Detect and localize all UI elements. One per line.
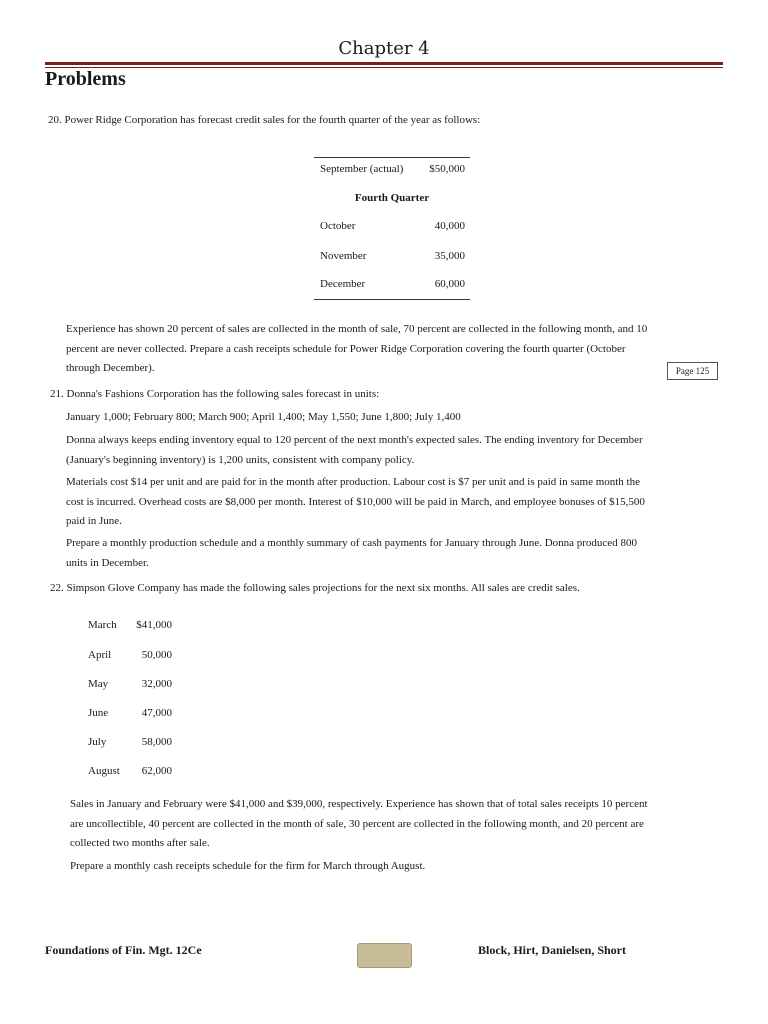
sales-month: August: [88, 765, 120, 777]
problem-22-intro: 22. Simpson Glove Company has made the following sales projections for the next six months. All sales are credit sales.: [50, 582, 580, 594]
table-cell-value: $50,000: [429, 163, 465, 175]
problem-21-text-line: Donna always keeps ending inventory equal to 120 percent of the next month's expected sales. The ending inventory for December: [66, 434, 643, 446]
table-bottom-rule: [314, 299, 470, 300]
sales-value: 32,000: [141, 678, 172, 690]
sales-month: July: [88, 736, 107, 748]
table-cell-value: 35,000: [434, 250, 465, 262]
problem-21-text-line: (January's beginning inventory) is 1,200 units, consistent with company policy.: [66, 454, 415, 466]
table-cell-value: 40,000: [434, 220, 465, 232]
sales-value: $41,000: [136, 619, 172, 631]
section-title: Problems: [45, 68, 126, 90]
sales-month: March: [88, 619, 117, 631]
sales-value: 47,000: [141, 707, 172, 719]
problem-21-text-line: paid in June.: [66, 515, 122, 527]
sales-value: 50,000: [141, 649, 172, 661]
footer-left: Foundations of Fin. Mgt. 12Ce: [45, 943, 202, 957]
problem-21-forecast: January 1,000; February 800; March 900; April 1,400; May 1,550; June 1,800; July 1,400: [66, 411, 461, 423]
problem-21-text-line: cost is incurred. Overhead costs are $8,000 per month. Interest of $10,000 will be paid in March, and employee bonuses of $15,500: [66, 496, 645, 508]
table-cell-label: September (actual): [320, 163, 404, 175]
sales-month: April: [88, 649, 112, 661]
problem-22-text-line: collected two months after sale.: [70, 837, 210, 849]
problem-21-text-line: Prepare a monthly production schedule and a monthly summary of cash payments for January through June. Donna produced 800: [66, 537, 637, 549]
sales-month: June: [88, 707, 109, 719]
problem-20-text-line: percent are never collected. Prepare a cash receipts schedule for Power Ridge Corporation covering the fourth quarter (October: [66, 343, 626, 355]
problem-21-intro: 21. Donna's Fashions Corporation has the following sales forecast in units:: [50, 388, 380, 400]
table-cell-month: November: [320, 250, 367, 262]
sales-value: 58,000: [141, 736, 172, 748]
problem-21-text-line: units in December.: [66, 557, 149, 569]
problem-22-text-line: Prepare a monthly cash receipts schedule for the firm for March through August.: [70, 860, 426, 872]
sales-month: May: [88, 678, 109, 690]
footer-right: Block, Hirt, Danielsen, Short: [478, 943, 627, 957]
sales-value: 62,000: [141, 765, 172, 777]
table-section-label: Fourth Quarter: [354, 192, 430, 204]
problem-20-text-line: Experience has shown 20 percent of sales are collected in the month of sale, 70 percent are collected in the following month, and 10: [66, 323, 648, 335]
header-rule-thin: [45, 67, 723, 68]
problem-22-text-line: are uncollectible, 40 percent are collected in the month of sale, 30 percent are collected in the following month, and 20 percent are: [70, 818, 644, 830]
footer-badge: [357, 943, 412, 968]
header-rule-thick: [45, 62, 723, 65]
problem-20-text-line: through December).: [66, 362, 155, 374]
page-number-box: Page 125: [667, 362, 718, 380]
table-top-rule: [314, 157, 470, 158]
table-cell-value: 60,000: [434, 278, 465, 290]
chapter-title: Chapter 4: [338, 38, 430, 59]
problem-20-intro: 20. Power Ridge Corporation has forecast credit sales for the fourth quarter of the year as follows:: [48, 114, 481, 126]
table-cell-month: October: [320, 220, 356, 232]
problem-22-text-line: Sales in January and February were $41,000 and $39,000, respectively. Experience has shown that of total sales receipts 10 percent: [70, 798, 648, 810]
problem-21-text-line: Materials cost $14 per unit and are paid for in the month after production. Labour cost is $7 per unit and is paid in same month the: [66, 476, 640, 488]
table-cell-month: December: [320, 278, 366, 290]
